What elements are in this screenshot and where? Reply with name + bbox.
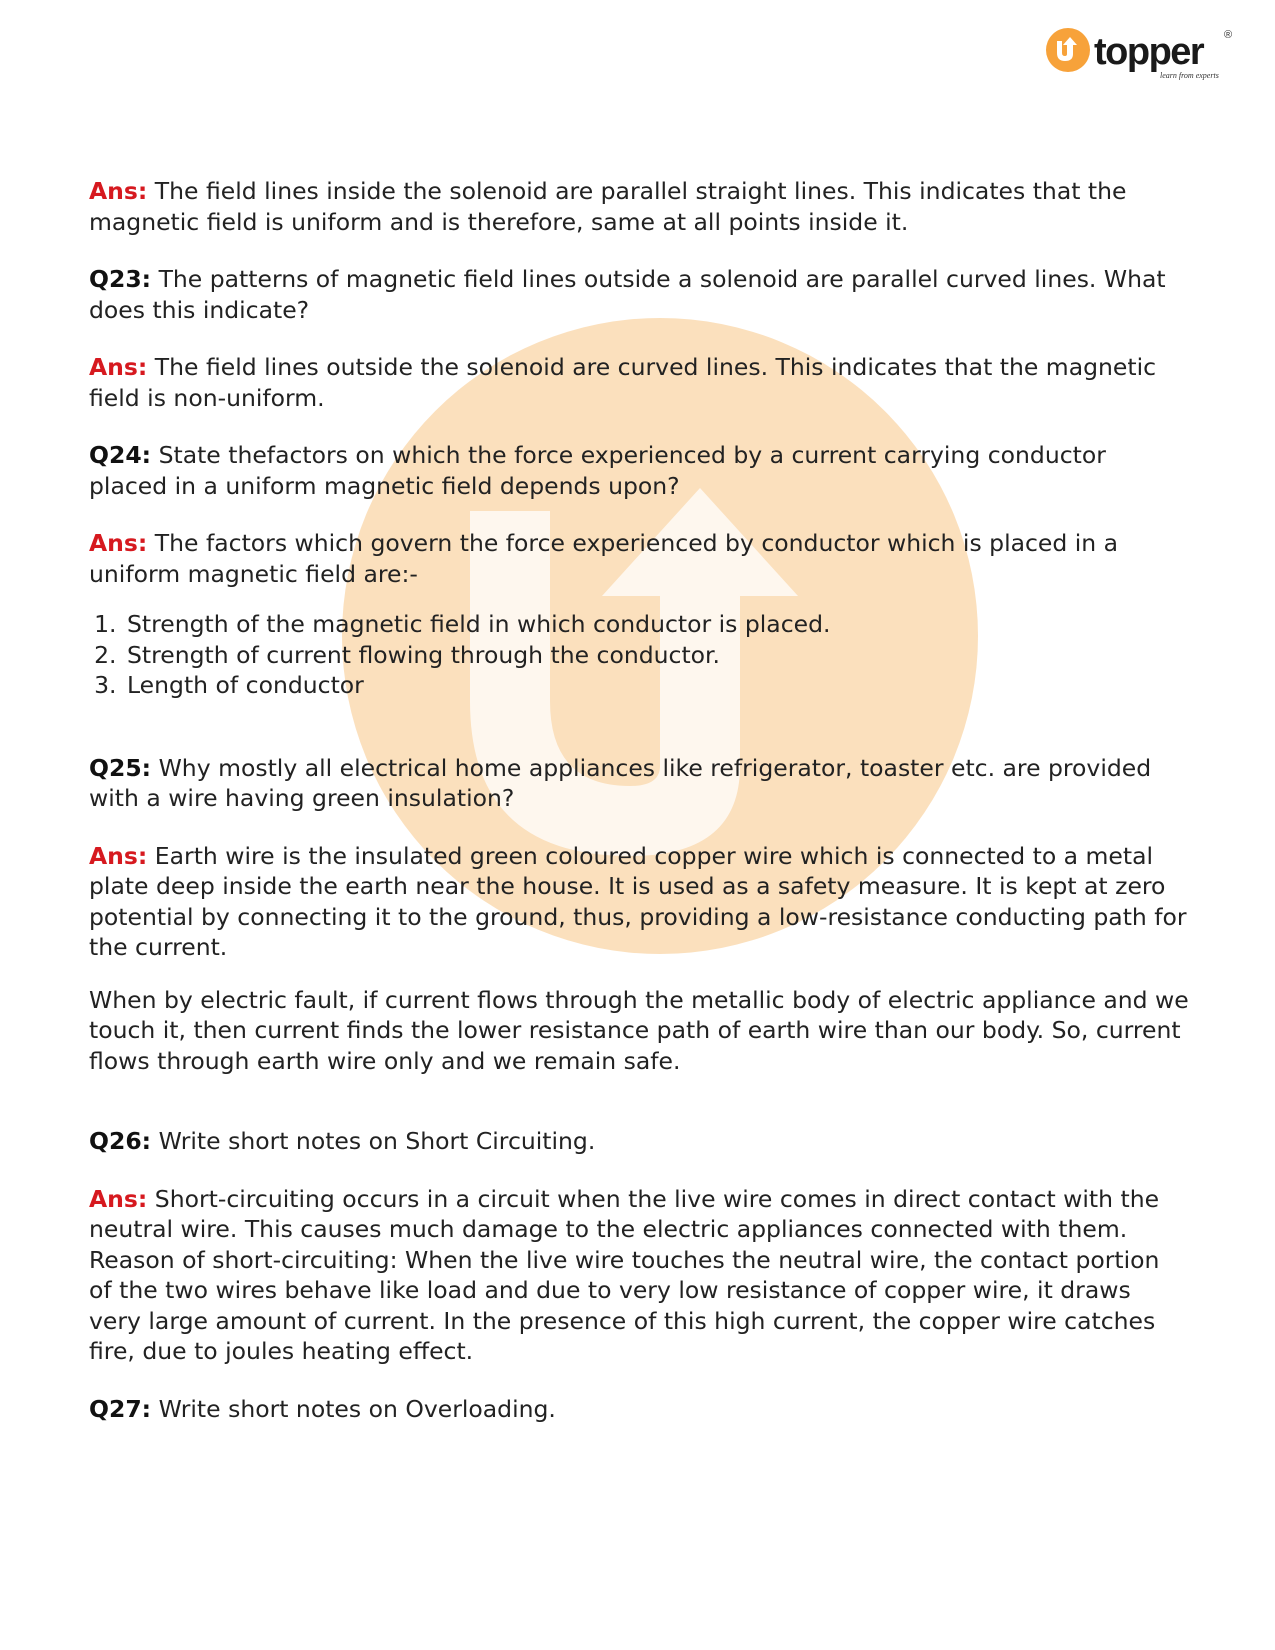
registered-mark: ® [1224,29,1233,41]
topper-logo [1040,22,1240,86]
question-label: Q24: [89,441,152,469]
factors-list [89,609,1189,701]
answer-text: The field lines inside the solenoid are parallel straight lines. This indicates that the magnetic field is uniform and is therefore, same at all points inside it. [89,177,1127,236]
logo-wordmark: topper [1094,31,1204,73]
question-text: Write short notes on Short Circuiting. [158,1127,596,1155]
answer-text: Earth wire is the insulated green coloured copper wire which is connected to a metal plate deep inside the earth near the house. It is used as a safety measure. It is kept at zero potential by connecting it to the ground, thus, providing a low-resistance conducting path for the current. [89,841,1187,961]
question-label: Q23: [89,265,152,293]
answer-24 [89,528,1189,589]
question-text: Why mostly all electrical home appliances like refrigerator, toaster etc. are provided with a wire having green insulation? [89,753,1152,812]
answer-23 [89,352,1189,413]
ans-label: Ans: [89,841,148,870]
question-24 [89,440,1189,501]
list-item: 3. Length of conductor [124,670,1189,701]
answer-text: The field lines outside the solenoid are curved lines. This indicates that the magnetic field is non-uniform. [89,353,1157,412]
question-26 [89,1126,1189,1157]
question-text: The patterns of magnetic field lines outside a solenoid are parallel curved lines. What does this indicate? [89,265,1166,324]
ans-label: Ans: [89,353,148,381]
ans-label: Ans: [89,529,148,557]
list-item: 2. Strength of current flowing through the conductor. [124,640,1189,671]
question-text: Write short notes on Overloading. [158,1394,556,1423]
list-item: 1. Strength of the magnetic field in which conductor is placed. [124,609,1189,640]
question-23 [89,264,1189,325]
answer-text: The factors which govern the force experienced by conductor which is placed in a uniform magnetic field are:- [89,529,1119,588]
answer-25 [89,841,1189,963]
ans-label: Ans: [89,1184,148,1213]
ans-label: Ans: [89,177,148,205]
answer-text: Short-circuiting occurs in a circuit when the live wire comes in direct contact with the neutral wire. This causes much damage to the electric appliances connected with them. Reason of short-circuiting: When the live wire touches the neutral wire, the contact portion of the two wires behave like load and due to very low resistance of copper wire, it draws very large amount of current. In the presence of this high current, the copper wire catches fire, due to joules heating effect. [89,1184,1160,1365]
answer-25-paragraph-2: When by electric fault, if current flows through the metallic body of electric appliance and we touch it, then current finds the lower resistance path of earth wire than our body. So, current flows through earth wire only and we remain safe. [89,985,1189,1075]
question-label: Q27: [89,1394,152,1423]
question-text: State thefactors on which the force experienced by a current carrying conductor placed in a uniform magnetic field depends upon? [89,441,1106,500]
question-25 [89,753,1189,814]
question-label: Q25: [89,753,152,782]
answer-22 [89,176,1189,237]
answer-26 [89,1184,1189,1367]
logo-tagline: learn from experts [1160,71,1219,80]
document-body [89,176,1189,1424]
question-27 [89,1394,1189,1425]
question-label: Q26: [89,1127,152,1155]
